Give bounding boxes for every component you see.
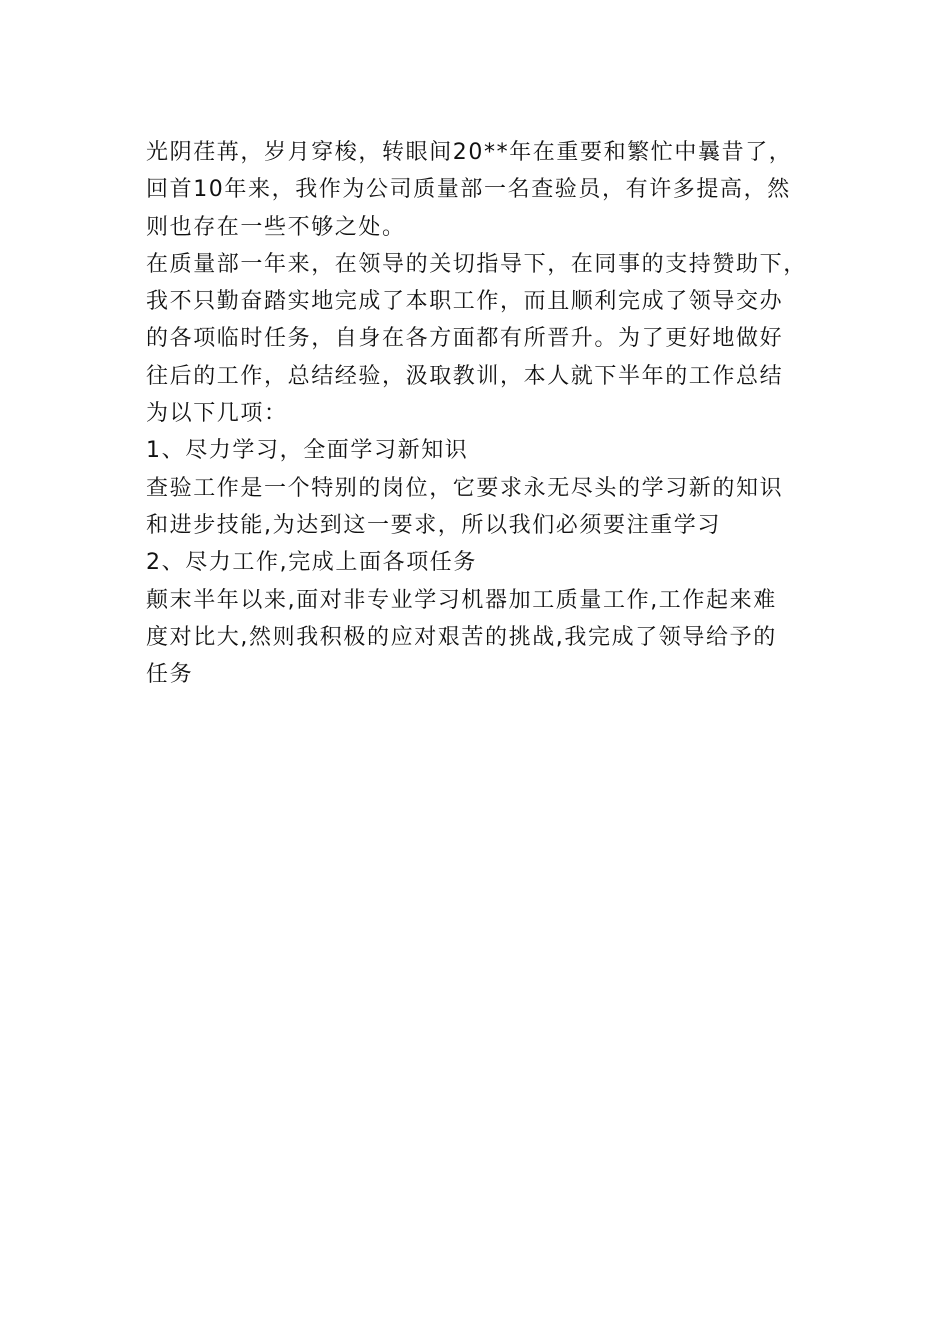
section-heading: 1、尽力学习，全面学习新知识 bbox=[146, 438, 469, 464]
text-line: 任务 bbox=[146, 662, 194, 688]
text-line: 我不只勤奋踏实地完成了本职工作，而且顺利完成了领导交办 bbox=[146, 289, 784, 315]
text-line: 为以下几项： bbox=[146, 401, 288, 427]
text-line: 查验工作是一个特别的岗位，它要求永无尽头的学习新的知识 bbox=[146, 475, 784, 501]
document-body bbox=[146, 134, 826, 693]
text-line: 度对比大,然则我积极的应对艰苦的挑战,我完成了领导给予的 bbox=[146, 624, 777, 650]
section-heading: 2、尽力工作,完成上面各项任务 bbox=[146, 550, 477, 576]
text-line: 光阴荏苒，岁月穿梭，转眼间20**年在重要和繁忙中曩昔了， bbox=[146, 140, 793, 165]
text-line: 的各项临时任务，自身在各方面都有所晋升。为了更好地做好 bbox=[146, 326, 784, 352]
text-line: 往后的工作，总结经验，汲取教训，本人就下半年的工作总结 bbox=[146, 363, 784, 389]
text-line: 则也存在一些不够之处。 bbox=[146, 214, 406, 240]
text-line: 颠末半年以来,面对非专业学习机器加工质量工作,工作起来难 bbox=[146, 587, 777, 613]
text-line: 在质量部一年来，在领导的关切指导下，在同事的支持赞助下， bbox=[146, 251, 807, 277]
text-line: 回首10年来，我作为公司质量部一名查验员，有许多提高，然 bbox=[146, 177, 791, 203]
text-line: 和进步技能,为达到这一要求，所以我们必须要注重学习 bbox=[146, 512, 721, 538]
